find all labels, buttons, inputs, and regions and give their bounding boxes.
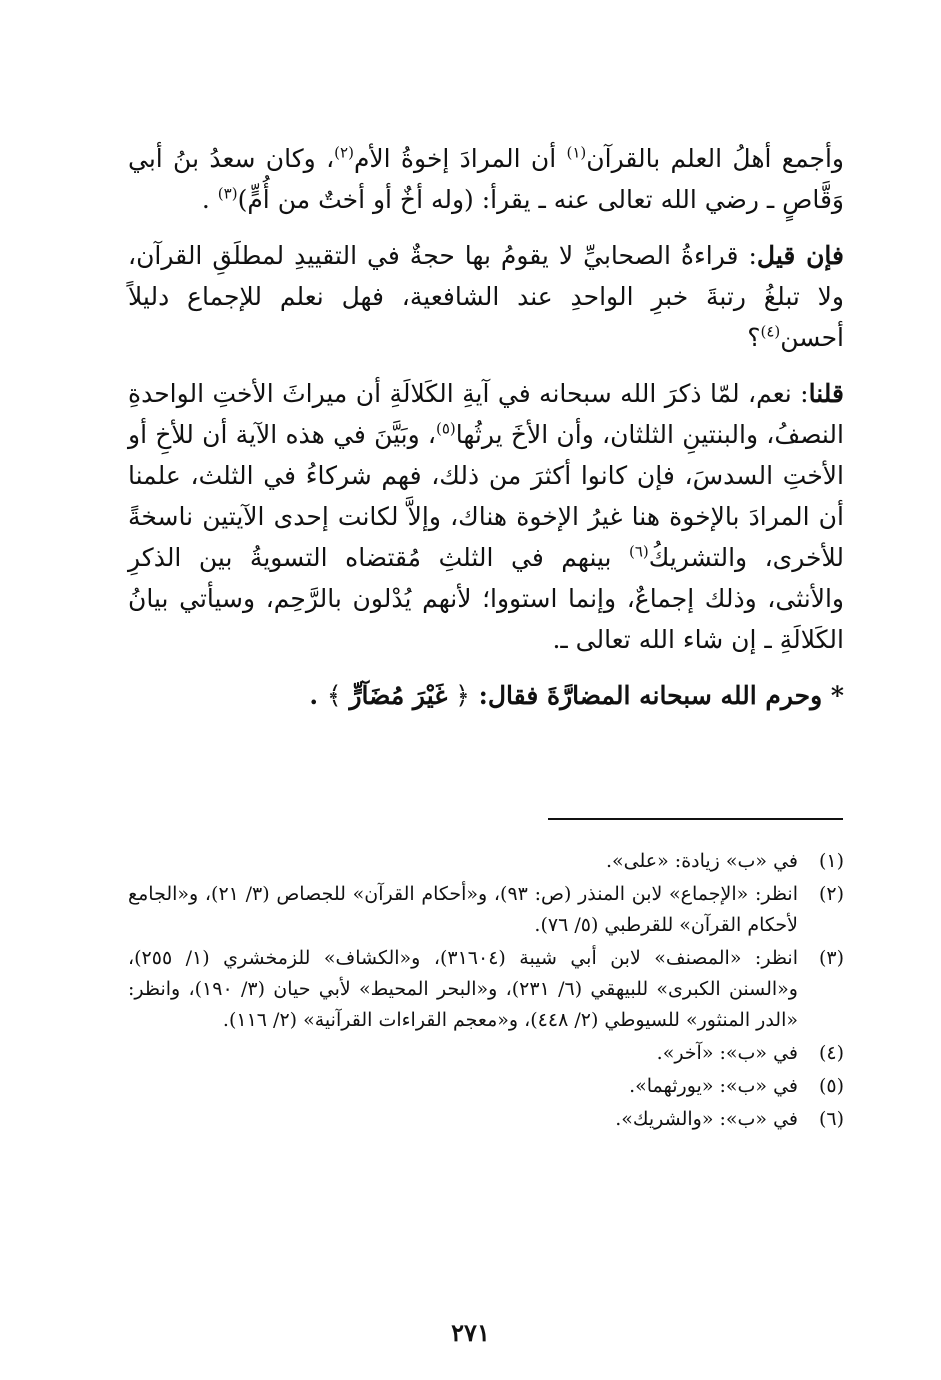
footnote-ref-5[interactable]: (٥) [435, 419, 456, 438]
footnote-item [128, 1104, 844, 1135]
paragraph-ijma [128, 138, 844, 220]
footnote-text: في «ب»: «يورثهما». [629, 1075, 798, 1097]
heading-line [128, 675, 844, 716]
page-number: ٢٧١ [451, 1318, 490, 1347]
footnote-item [128, 1038, 844, 1069]
footnote-ref-2[interactable]: (٢) [334, 143, 354, 162]
footnote-item [128, 879, 844, 941]
footnote-number: (١) [818, 850, 844, 872]
footnotes-section [128, 846, 844, 1137]
footnote-text: انظر: «الإجماع» لابن المنذر (ص: ٩٣)، و«أحكام القرآن» للجصاص (٣/ ٢١)، و«الجامع لأحكام القرآن» للقرطبي (٥/ ٧٦). [128, 883, 798, 936]
quran-bracket-close: ﴾ [326, 681, 350, 710]
footnote-number: (٥) [818, 1075, 844, 1097]
footnote-item [128, 943, 844, 1036]
footnote-text: انظر: «المصنف» لابن أبي شيبة (٣١٦٠٤)، و«الكشاف» للزمخشري (١/ ٢٥٥)، و«السنن الكبرى» للبيهقي (٦/ ٢٣١)، و«البحر المحيط» لأبي حيان (٣/ ١٩٠)، وانظر: «الدر المنثور» للسيوطي (٢/ ٤٤٨)، و«معجم القراءات القرآنية» (٢/ ١١٦). [128, 947, 798, 1031]
answer-lead: قلنا [808, 379, 844, 408]
paragraph-objection [128, 235, 844, 358]
text-run: : نعم، لمّا ذكرَ الله سبحانه في آيةِ الكَلالَةِ أن ميراثَ الأختِ الواحدةِ النصفُ، والبنتينِ الثلثان، وأن الأخَ يرثُها [128, 379, 844, 449]
text-run: ؟ [747, 323, 761, 352]
footnote-ref-6[interactable]: (٦) [629, 542, 649, 561]
footnote-text: في «ب»: «والشريك». [615, 1108, 798, 1130]
text-run: أن المرادَ إخوةُ الأم [353, 144, 567, 173]
text-run: بينهم في الثلثِ مُقتضاه التسويةُ بين الذكرِ والأنثى، وذلك إجماعٌ، وإنما استووا؛ لأنهم يُدْلون بالرَّحِم، وسيأتي بيانُ الكَلالَةِ ـ إن شاء الله تعالى ـ. [128, 543, 844, 654]
footnote-number: (٤) [818, 1042, 844, 1064]
footnote-number: (٢) [818, 883, 844, 905]
text-run: * وحرم الله سبحانه المضارَّةَ فقال: [469, 681, 844, 710]
footnote-number: (٣) [818, 947, 844, 969]
text-run: ، وكان سعدُ بنُ أبي وَقَّاصٍ ـ رضي الله تعالى عنه ـ يقرأ: (وله أخٌ أو أختٌ من أُمٍّ) [128, 144, 844, 214]
footnote-divider [548, 818, 843, 820]
text-run: وأجمع أهلُ العلم بالقرآن [586, 144, 844, 173]
objection-lead: فإن قيل [756, 241, 844, 270]
text-run: ، وبَيَّنَ في هذه الآية أن للأخِ أو الأختِ السدسَ، فإن كانوا أكثرَ من ذلك، فهم شركاءُ في الثلث، علمنا أن المرادَ بالإخوة هنا غيرُ الإخوة هناك، وإلاَّ لكانت إحدى الآيتين ناسخةً للأخرى، والتشريكُ [128, 420, 845, 572]
footnote-number: (٦) [818, 1108, 844, 1130]
footnote-ref-1[interactable]: (١) [566, 143, 587, 162]
paragraph-answer [128, 373, 844, 660]
main-text-block [128, 138, 844, 731]
footnote-item [128, 846, 844, 877]
footnote-text: في «ب» زيادة: «على». [606, 850, 798, 872]
footnote-text: في «ب»: «آخر». [656, 1042, 798, 1064]
footnote-ref-3[interactable]: (٣) [217, 184, 238, 203]
footnote-ref-4[interactable]: (٤) [760, 322, 781, 341]
quran-quote: غَيْرَ مُضَآرٍّ [349, 681, 448, 710]
text-run: . [201, 185, 218, 214]
text-run: : قراءةُ الصحابيِّ لا يقومُ بها حجةٌ في التقييدِ لمطلَقِ القرآن، ولا تبلغُ رتبةَ خبرِ الواحدِ عند الشافعية، فهل نعلم للإجماع دليلاً أحسن [128, 241, 844, 352]
quran-bracket-open: ﴿ [447, 681, 470, 710]
text-run: . [309, 681, 327, 710]
footnote-item [128, 1071, 844, 1102]
